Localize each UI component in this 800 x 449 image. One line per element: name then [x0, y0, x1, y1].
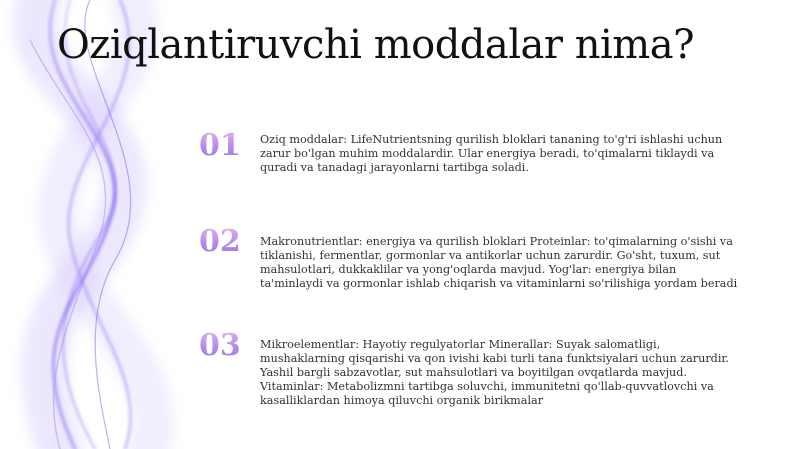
- item-number-03: 03: [199, 328, 251, 363]
- item-text-03: Mikroelementlar: Hayotiy regulyatorlar Minerallar: Suyak salomatligi, mushaklarning qisqarishi va qon ivishi kabi turli tana funktsiyalari uchun zarurdir. Yashil bargli sabzavotlar, sut mahsulotlari va boyitilgan ovqatlarda mavjud. Vitaminlar: Metabolizmni tartibga soluvchi, immunitetni qo'llab-quvvatlovchi va kasalliklardan himoya qiluvchi organik birikmalar: [260, 338, 730, 407]
- slide-title: Oziqlantiruvchi moddalar nima?: [57, 22, 695, 68]
- item-number-02: 02: [199, 224, 251, 259]
- item-text-01: Oziq moddalar: LifeNutrientsning qurilish bloklari tananing to'g'ri ishlashi uchun zarur bo'lgan muhim moddalardir. Ular energiya beradi, to'qimalarni tiklaydi va quradi va tanadagi jarayonlarni tartibga soladi.: [260, 133, 723, 174]
- item-text-02: Makronutrientlar: energiya va qurilish bloklari Proteinlar: to'qimalarning o'sishi va tiklanishi, fermentlar, gormonlar va antikorlar uchun zarurdir. Go'sht, tuxum, sut mahsulotlari, dukkaklilar va yong'oqlarda mavjud. Yog'lar: energiya bilan ta'minlaydi va gormonlar ishlab chiqarish va vitaminlarni so'rilishiga yordam beradi: [260, 235, 738, 290]
- item-number-01: 01: [199, 128, 251, 163]
